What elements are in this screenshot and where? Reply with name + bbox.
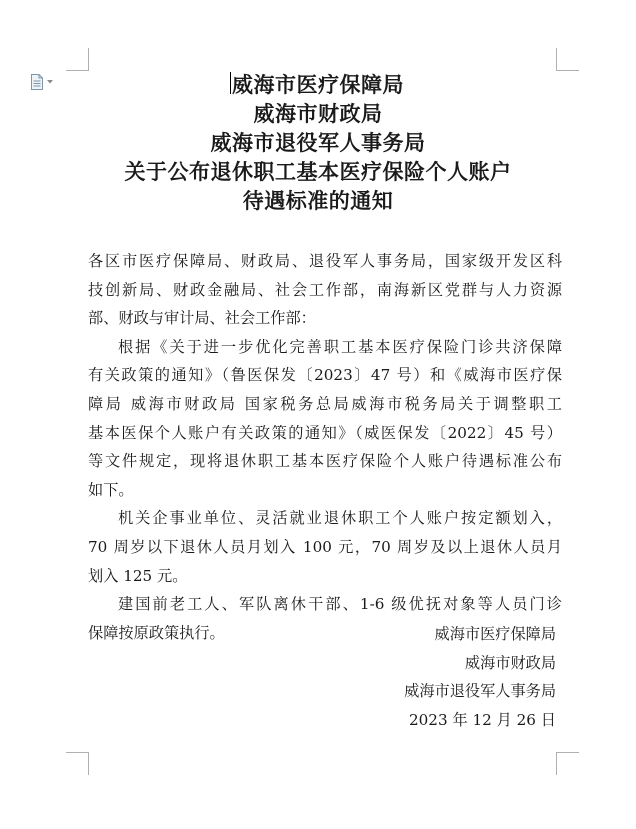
body-line: 根据《关于进一步优化完善职工基本医疗保险门诊共济保障 xyxy=(118,337,562,356)
crop-mark-top-left xyxy=(66,48,89,71)
signature-line: 威海市退役军人事务局 xyxy=(404,682,556,701)
crop-mark-bottom-right xyxy=(556,752,579,775)
signature-line: 威海市医疗保障局 xyxy=(434,625,556,643)
body-line: 有关政策的通知》（鲁医保发〔2023〕47 号）和《威海市医疗保 xyxy=(88,366,562,385)
body-line: 障局 威海市财政局 国家税务总局威海市税务局关于调整职工 xyxy=(88,394,562,413)
body-line: 建国前老工人、军队离休干部、1-6 级优抚对象等人员门诊 xyxy=(118,595,562,614)
document-options-button[interactable] xyxy=(30,74,56,90)
signature-line: 威海市财政局 xyxy=(464,653,556,672)
signature-block xyxy=(404,620,556,734)
title-line: 待遇标准的通知 xyxy=(242,188,394,213)
document-body xyxy=(88,247,562,647)
body-line: 如下。 xyxy=(88,480,134,499)
body-line: 部、财政与审计局、社会工作部： xyxy=(88,309,316,328)
title-line: 威海市医疗保障局 xyxy=(232,72,404,97)
body-line: 70 周岁以下退休人员月划入 100 元，70 周岁及以上退休人员月 xyxy=(88,537,562,556)
body-line: 技创新局、财政金融局、社会工作部，南海新区党群与人力资源 xyxy=(88,280,562,299)
crop-mark-top-right xyxy=(556,48,579,71)
chevron-down-icon xyxy=(47,80,53,84)
document-title xyxy=(80,70,556,215)
body-line: 保障按原政策执行。 xyxy=(88,623,225,642)
body-line: 各区市医疗保障局、财政局、退役军人事务局，国家级开发区科 xyxy=(88,252,562,270)
title-line: 关于公布退休职工基本医疗保险个人账户 xyxy=(124,159,512,184)
body-line: 划入 125 元。 xyxy=(88,566,188,585)
body-line: 等文件规定，现将退休职工基本医疗保险个人账户待遇标准公布 xyxy=(88,452,562,471)
crop-mark-bottom-left xyxy=(66,752,89,775)
title-line: 威海市退役军人事务局 xyxy=(210,130,426,155)
title-line: 威海市财政局 xyxy=(253,101,383,126)
body-line: 基本医保个人账户有关政策的通知》（威医保发〔2022〕45 号） xyxy=(88,423,562,442)
document-icon xyxy=(30,74,44,90)
body-line: 机关企事业单位、灵活就业退休职工个人账户按定额划入， xyxy=(118,509,562,528)
signature-date: 2023 年 12 月 26 日 xyxy=(408,710,556,729)
